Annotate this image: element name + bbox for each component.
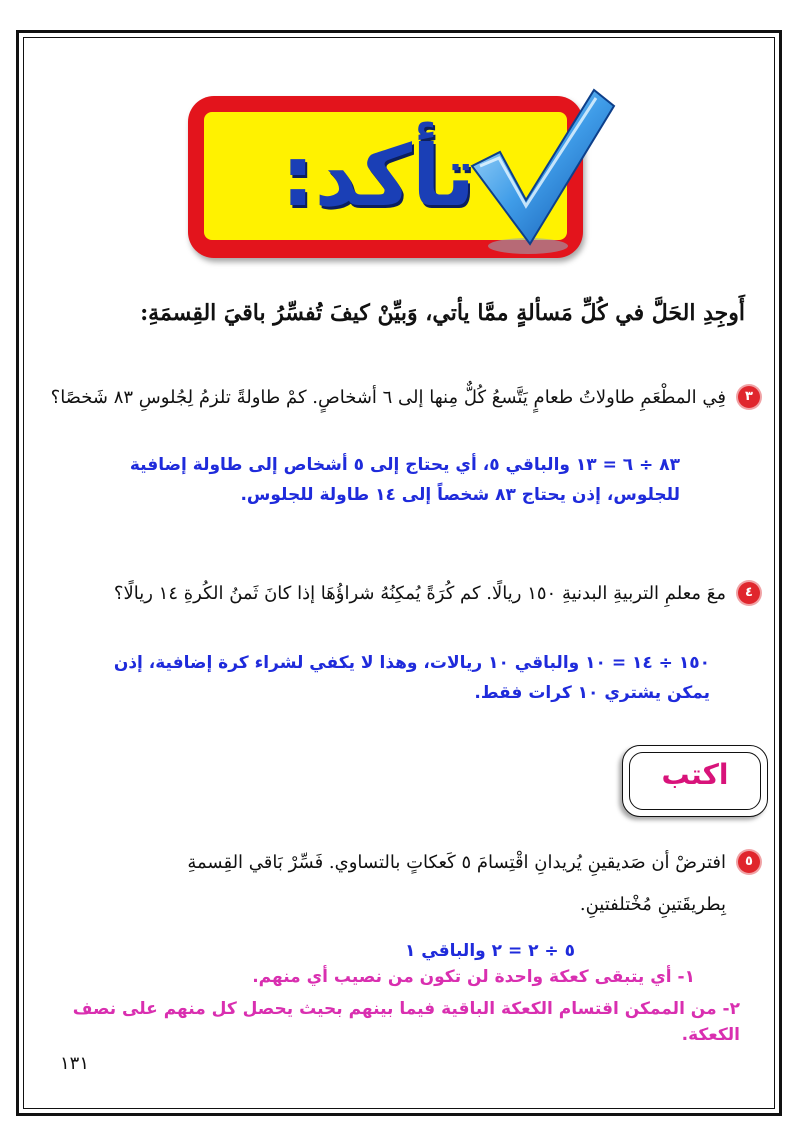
answer-line: يمكن يشتري ١٠ كرات فقط. xyxy=(474,683,710,703)
question-5 xyxy=(50,845,760,923)
checkmark-icon xyxy=(466,88,616,260)
answer-equation: ٥ ÷ ٢ = ٢ والباقي ١ xyxy=(404,941,575,961)
instruction-heading: أَوجِدِ الحَلَّ في كُلِّ مَسألةٍ ممَّا يأتي، وَبيِّنْ كيفَ تُفسِّرُ باقيَ القِسمَةِ: xyxy=(140,300,745,326)
question-text: بِطريقَتينِ مُخْتلفتينِ. xyxy=(579,894,726,915)
question-4 xyxy=(50,576,760,612)
answer-point: ٢- من الممكن اقتسام الكعكة الباقية فيما بينهم بحيث يحصل كل منهم على نصف xyxy=(72,999,740,1019)
question-number-badge: ٣ xyxy=(738,386,760,408)
answer-5-point-2 xyxy=(60,996,740,1048)
write-section-label: اكتب xyxy=(661,758,729,791)
answer-line: للجلوس، إذن يحتاج ٨٣ شخصاً إلى ١٤ طاولة للجلوس. xyxy=(240,485,680,505)
banner-title: تأكد: xyxy=(280,127,476,225)
question-text: افترضْ أن صَديقينِ يُريدانِ اقْتِسامَ ٥ كَعكاتٍ بالتساوي. فَسِّرْ بَاقي القِسمةِ xyxy=(187,852,726,873)
question-text: معَ معلمِ التربيةِ البدنيةِ ١٥٠ ريالًا. كم كُرَةً يُمكِنُهُ شراؤُهَا إذا كانَ ثَمنُ الكُرةِ ١٤ ريالًا؟ xyxy=(113,583,726,604)
question-text: فِي المطْعَمِ طاولاتُ طعامٍ يَتَّسعُ كُلٌّ مِنها إلى ٦ أشخاصٍ. كمْ طاولةً تلزمُ لِجُلوسِ ٨٣ شَخصًا؟ xyxy=(50,387,726,408)
header-banner xyxy=(188,88,616,260)
answer-4 xyxy=(90,648,710,708)
question-number-badge: ٥ xyxy=(738,851,760,873)
write-section-box xyxy=(622,745,768,817)
question-3 xyxy=(50,380,760,416)
answer-5 xyxy=(95,938,695,990)
question-number-badge: ٤ xyxy=(738,582,760,604)
answer-line: ١٥٠ ÷ ١٤ = ١٠ والباقي ١٠ ريالات، وهذا لا يكفي لشراء كرة إضافية، إذن xyxy=(113,653,710,673)
page-number: ١٣١ xyxy=(60,1053,90,1074)
answer-3 xyxy=(80,450,680,510)
answer-point: ١- أي يتبقى كعكة واحدة لن تكون من نصيب أي منهم. xyxy=(252,967,695,987)
answer-line: ٨٣ ÷ ٦ = ١٣ والباقي ٥، أي يحتاج إلى ٥ أشخاص إلى طاولة إضافية xyxy=(129,455,680,475)
answer-point: الكعكة. xyxy=(681,1025,740,1045)
